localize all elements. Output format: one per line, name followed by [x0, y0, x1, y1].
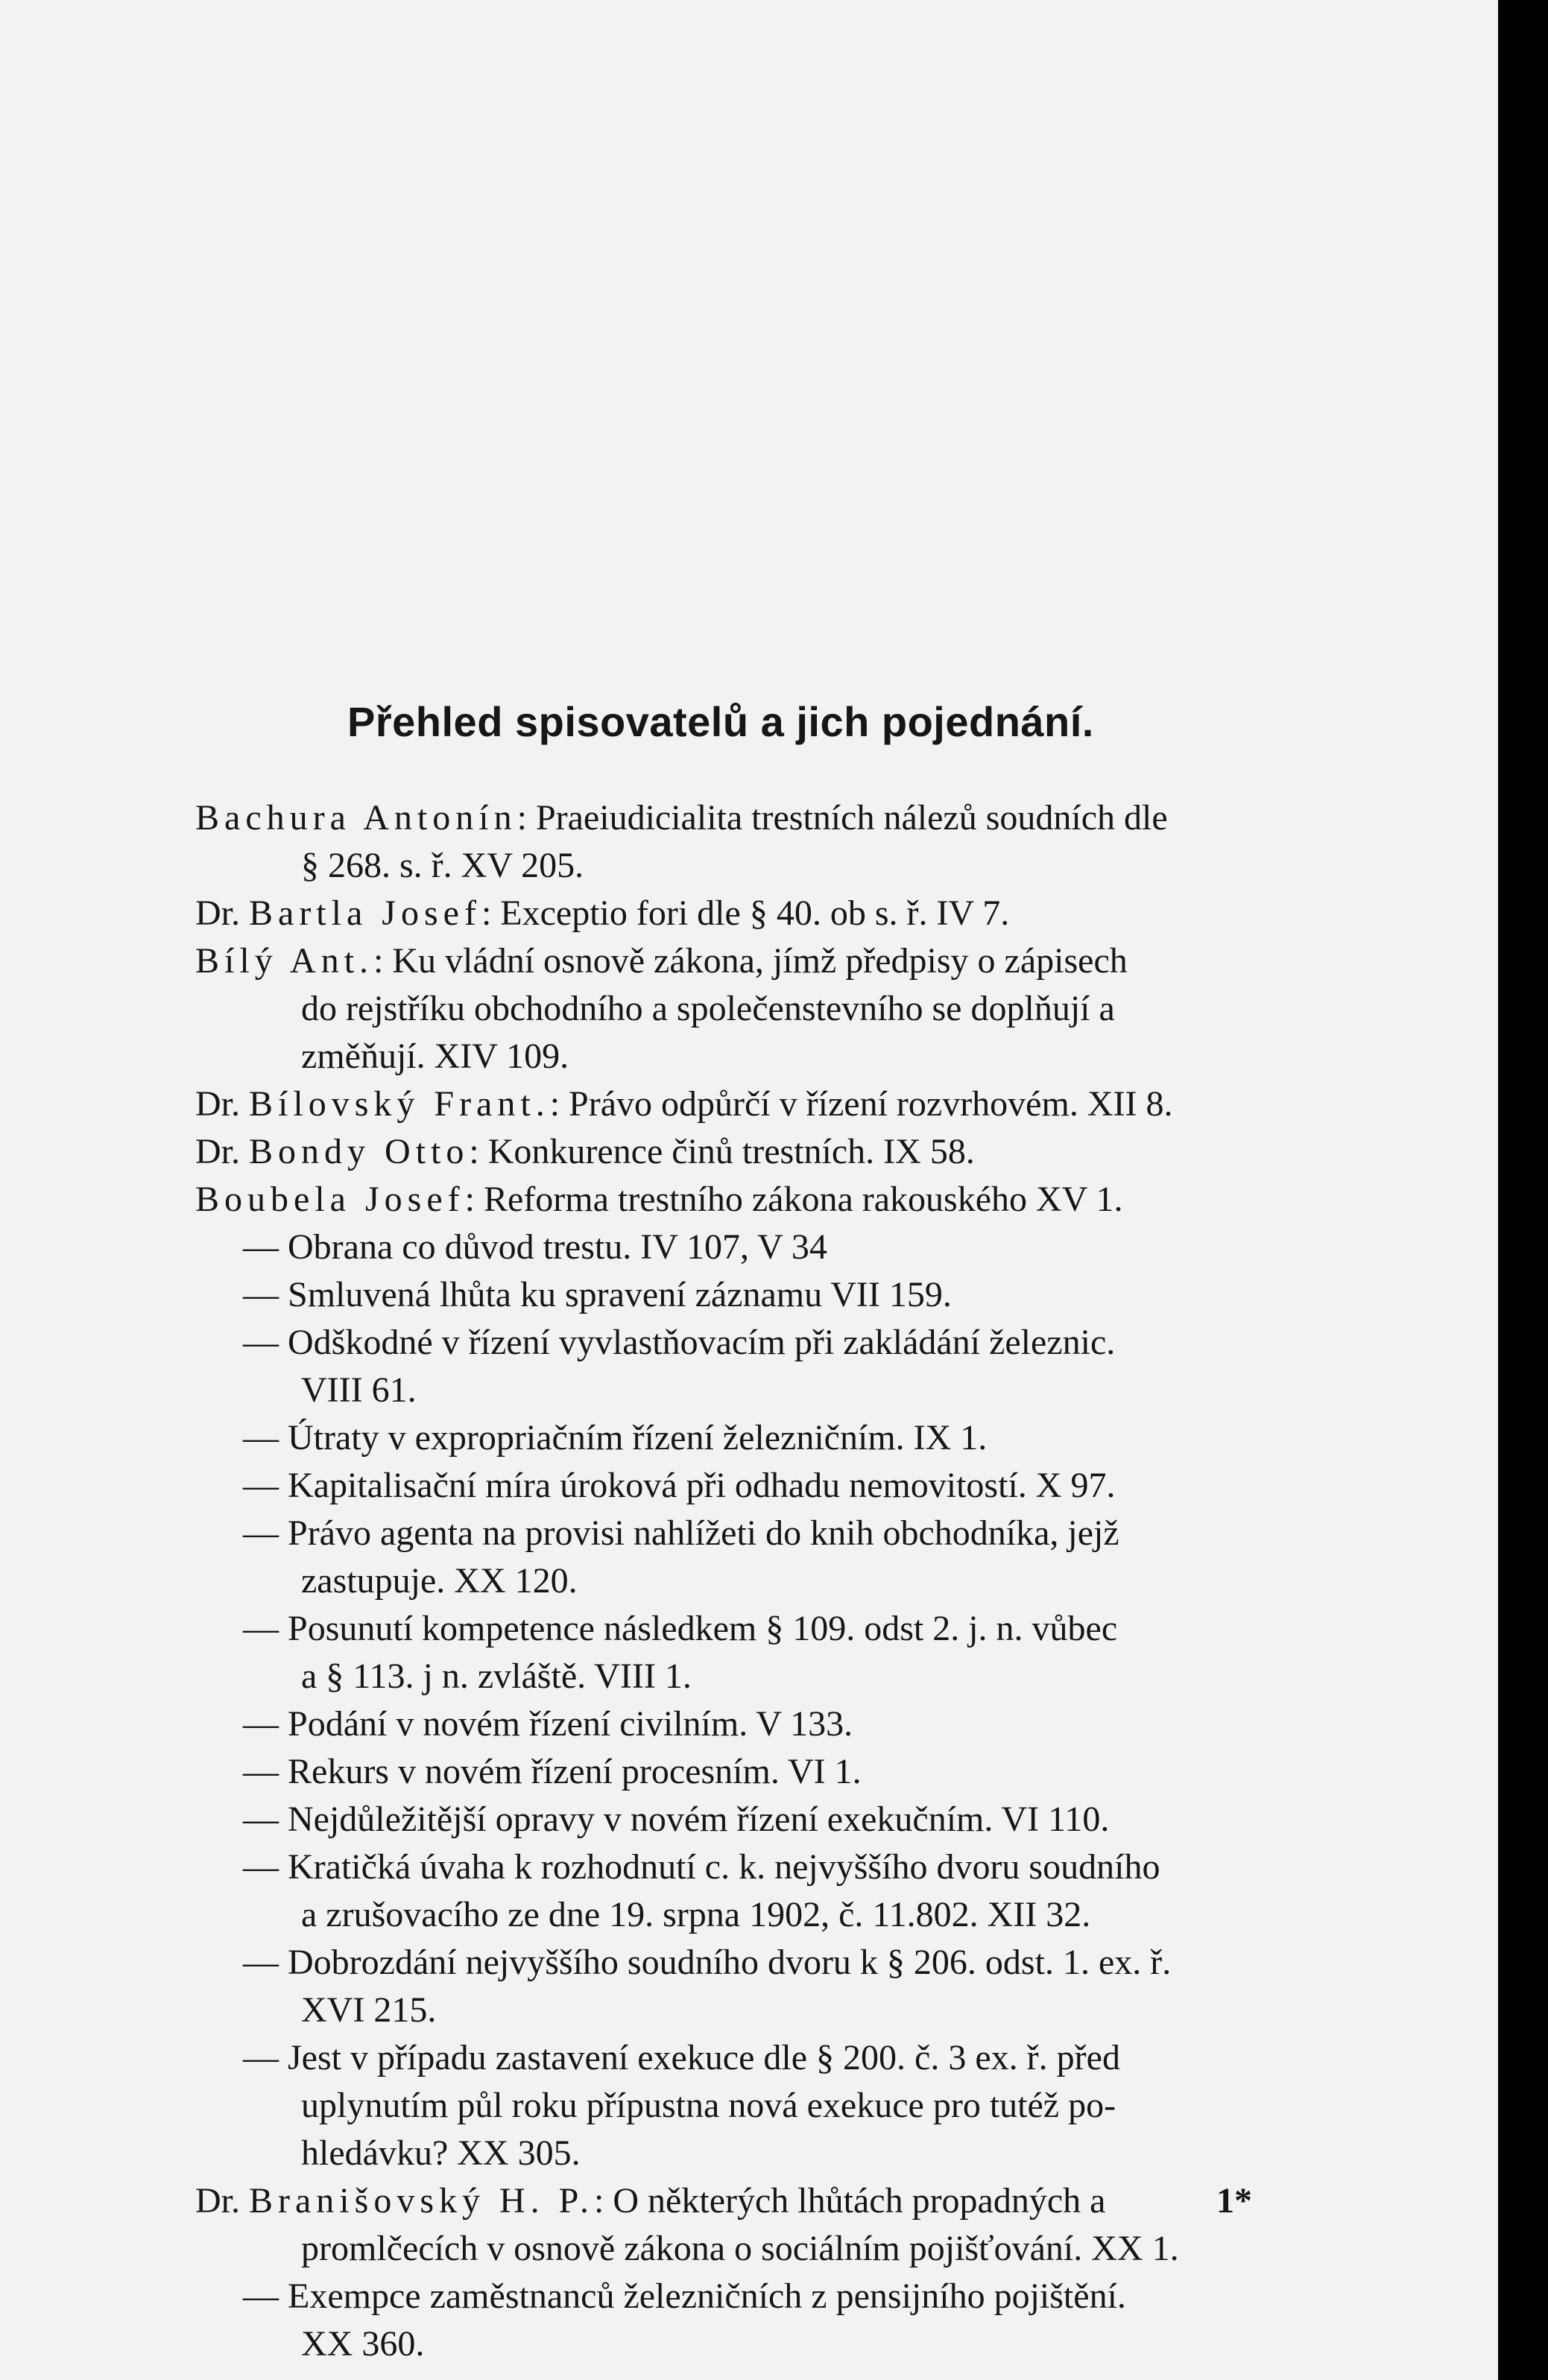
entry-text: : O některých lhůtách propadných a [594, 2181, 1106, 2221]
entry-text: Jest v případu zastavení exekuce dle § 200. č. 3 ex. ř. před [288, 2038, 1120, 2077]
entry-text: Podání v novém řízení civilním. V 133. [288, 1704, 853, 1744]
author-name: Branišovský H. P. [249, 2181, 595, 2221]
entry-prefix: Dr. [195, 1132, 249, 1171]
entry-text: Exempce zaměstnanců železničních z pensijního pojištění. [288, 2276, 1126, 2316]
entry-text: Dobrozdání nejvyššího soudního dvoru k § 206. odst. 1. ex. ř. [288, 1943, 1172, 1982]
index-entry [195, 1080, 1328, 1128]
entry-prefix: Dr. [195, 2181, 249, 2221]
entry-text: Kratičká úvaha k rozhodnutí c. k. nejvyššího dvoru soudního [288, 1847, 1160, 1887]
entry-text: : Ku vládní osnově zákona, jímž předpisy o zápisech [373, 941, 1128, 981]
entry-continuation: XVI 215. [301, 1990, 437, 2030]
entry-prefix: Dr. [195, 893, 249, 933]
dash: — [243, 1466, 288, 1505]
dash: — [243, 1609, 288, 1648]
entry-prefix: Dr. [195, 1084, 249, 1124]
dash: — [243, 1800, 288, 1839]
entry-continuation: zastupuje. XX 120. [301, 1561, 578, 1601]
entry-text: Rekurs v novém řízení procesním. VI 1. [288, 1752, 862, 1791]
index-entry [195, 2177, 1328, 2273]
sub-entry [195, 1843, 1328, 1939]
entry-text: : Reforma trestního zákona rakouského XV 1. [464, 1180, 1123, 1219]
author-index [195, 794, 1328, 2368]
entry-continuation: uplynutím půl roku přípustna nová exekuce pro tutéž po- [301, 2086, 1116, 2125]
page-title: Přehled spisovatelů a jich pojednání. [347, 698, 1094, 745]
index-entry [195, 1176, 1328, 1224]
dash: — [243, 1418, 288, 1458]
dash: — [243, 1943, 288, 1982]
sub-entry [195, 1510, 1328, 1605]
sub-entry [195, 2034, 1328, 2177]
entry-text: : Právo odpůrčí v řízení rozvrhovém. XII 8. [549, 1084, 1173, 1124]
dash: — [243, 2276, 288, 2316]
index-entry [195, 1128, 1328, 1176]
sub-entry [195, 1224, 1328, 1271]
dash: — [243, 1513, 288, 1553]
entry-text: : Praeiudicialita trestních nálezů soudních dle [516, 798, 1168, 838]
sub-entry [195, 1271, 1328, 1319]
entry-text: Obrana co důvod trestu. IV 107, V 34 [288, 1227, 827, 1267]
entry-text: Smluvená lhůta ku spravení záznamu VII 159. [288, 1275, 952, 1314]
author-name: Bartla Josef [249, 893, 481, 933]
entry-continuation: XX 360. [301, 2324, 425, 2364]
entry-text: Útraty v expropriačním řízení železničním. IX 1. [288, 1418, 988, 1458]
sub-entry [195, 1796, 1328, 1843]
entry-text: Kapitalisační míra úroková při odhadu nemovitostí. X 97. [288, 1466, 1116, 1505]
sub-entry [195, 1748, 1328, 1796]
entry-text: Odškodné v řízení vyvlastňovacím při zakládání železnic. [288, 1323, 1116, 1362]
entry-text: : Konkurence činů trestních. IX 58. [469, 1132, 975, 1171]
dash: — [243, 1752, 288, 1791]
index-entry [195, 794, 1328, 890]
entry-continuation: § 268. s. ř. XV 205. [301, 846, 584, 885]
sub-entry [195, 1319, 1328, 1414]
entry-continuation: změňují. XIV 109. [301, 1036, 569, 1076]
entry-continuation: do rejstříku obchodního a společenstevního se doplňují a [301, 989, 1115, 1028]
folio-mark: 1* [1216, 2181, 1252, 2221]
index-entry [195, 890, 1328, 937]
dash: — [243, 1275, 288, 1314]
index-entry [195, 937, 1328, 1080]
entry-continuation: VIII 61. [301, 1370, 417, 1410]
author-name: Bílý Ant. [195, 941, 374, 981]
dash: — [243, 1847, 288, 1887]
entry-continuation: promlčecích v osnově zákona o sociálním pojišťování. XX 1. [301, 2229, 1179, 2268]
sub-entry [195, 1414, 1328, 1462]
entry-text: Nejdůležitější opravy v novém řízení exekučním. VI 110. [288, 1800, 1110, 1839]
sub-entry [195, 1939, 1328, 2034]
author-name: Bondy Otto [249, 1132, 470, 1171]
sub-entry [195, 1700, 1328, 1748]
dash: — [243, 1227, 288, 1267]
dash: — [243, 1704, 288, 1744]
author-name: Bílovský Frant. [249, 1084, 550, 1124]
entry-text: Právo agenta na provisi nahlížeti do knih obchodníka, jejž [288, 1513, 1119, 1553]
entry-text: : Exceptio fori dle § 40. ob s. ř. IV 7. [481, 893, 1010, 933]
sub-entry [195, 2273, 1328, 2368]
entry-continuation: a § 113. j n. zvláště. VIII 1. [301, 1656, 692, 1696]
author-name: Bachura Antonín [195, 798, 517, 838]
entry-continuation: hledávku? XX 305. [301, 2133, 581, 2173]
sub-entry [195, 1605, 1328, 1700]
sub-entry [195, 1462, 1328, 1510]
entry-continuation: a zrušovacího ze dne 19. srpna 1902, č. 11.802. XII 32. [301, 1895, 1091, 1934]
entry-text: Posunutí kompetence následkem § 109. odst 2. j. n. vůbec [288, 1609, 1118, 1648]
dash: — [243, 2038, 288, 2077]
author-name: Boubela Josef [195, 1180, 465, 1219]
dash: — [243, 1323, 288, 1362]
